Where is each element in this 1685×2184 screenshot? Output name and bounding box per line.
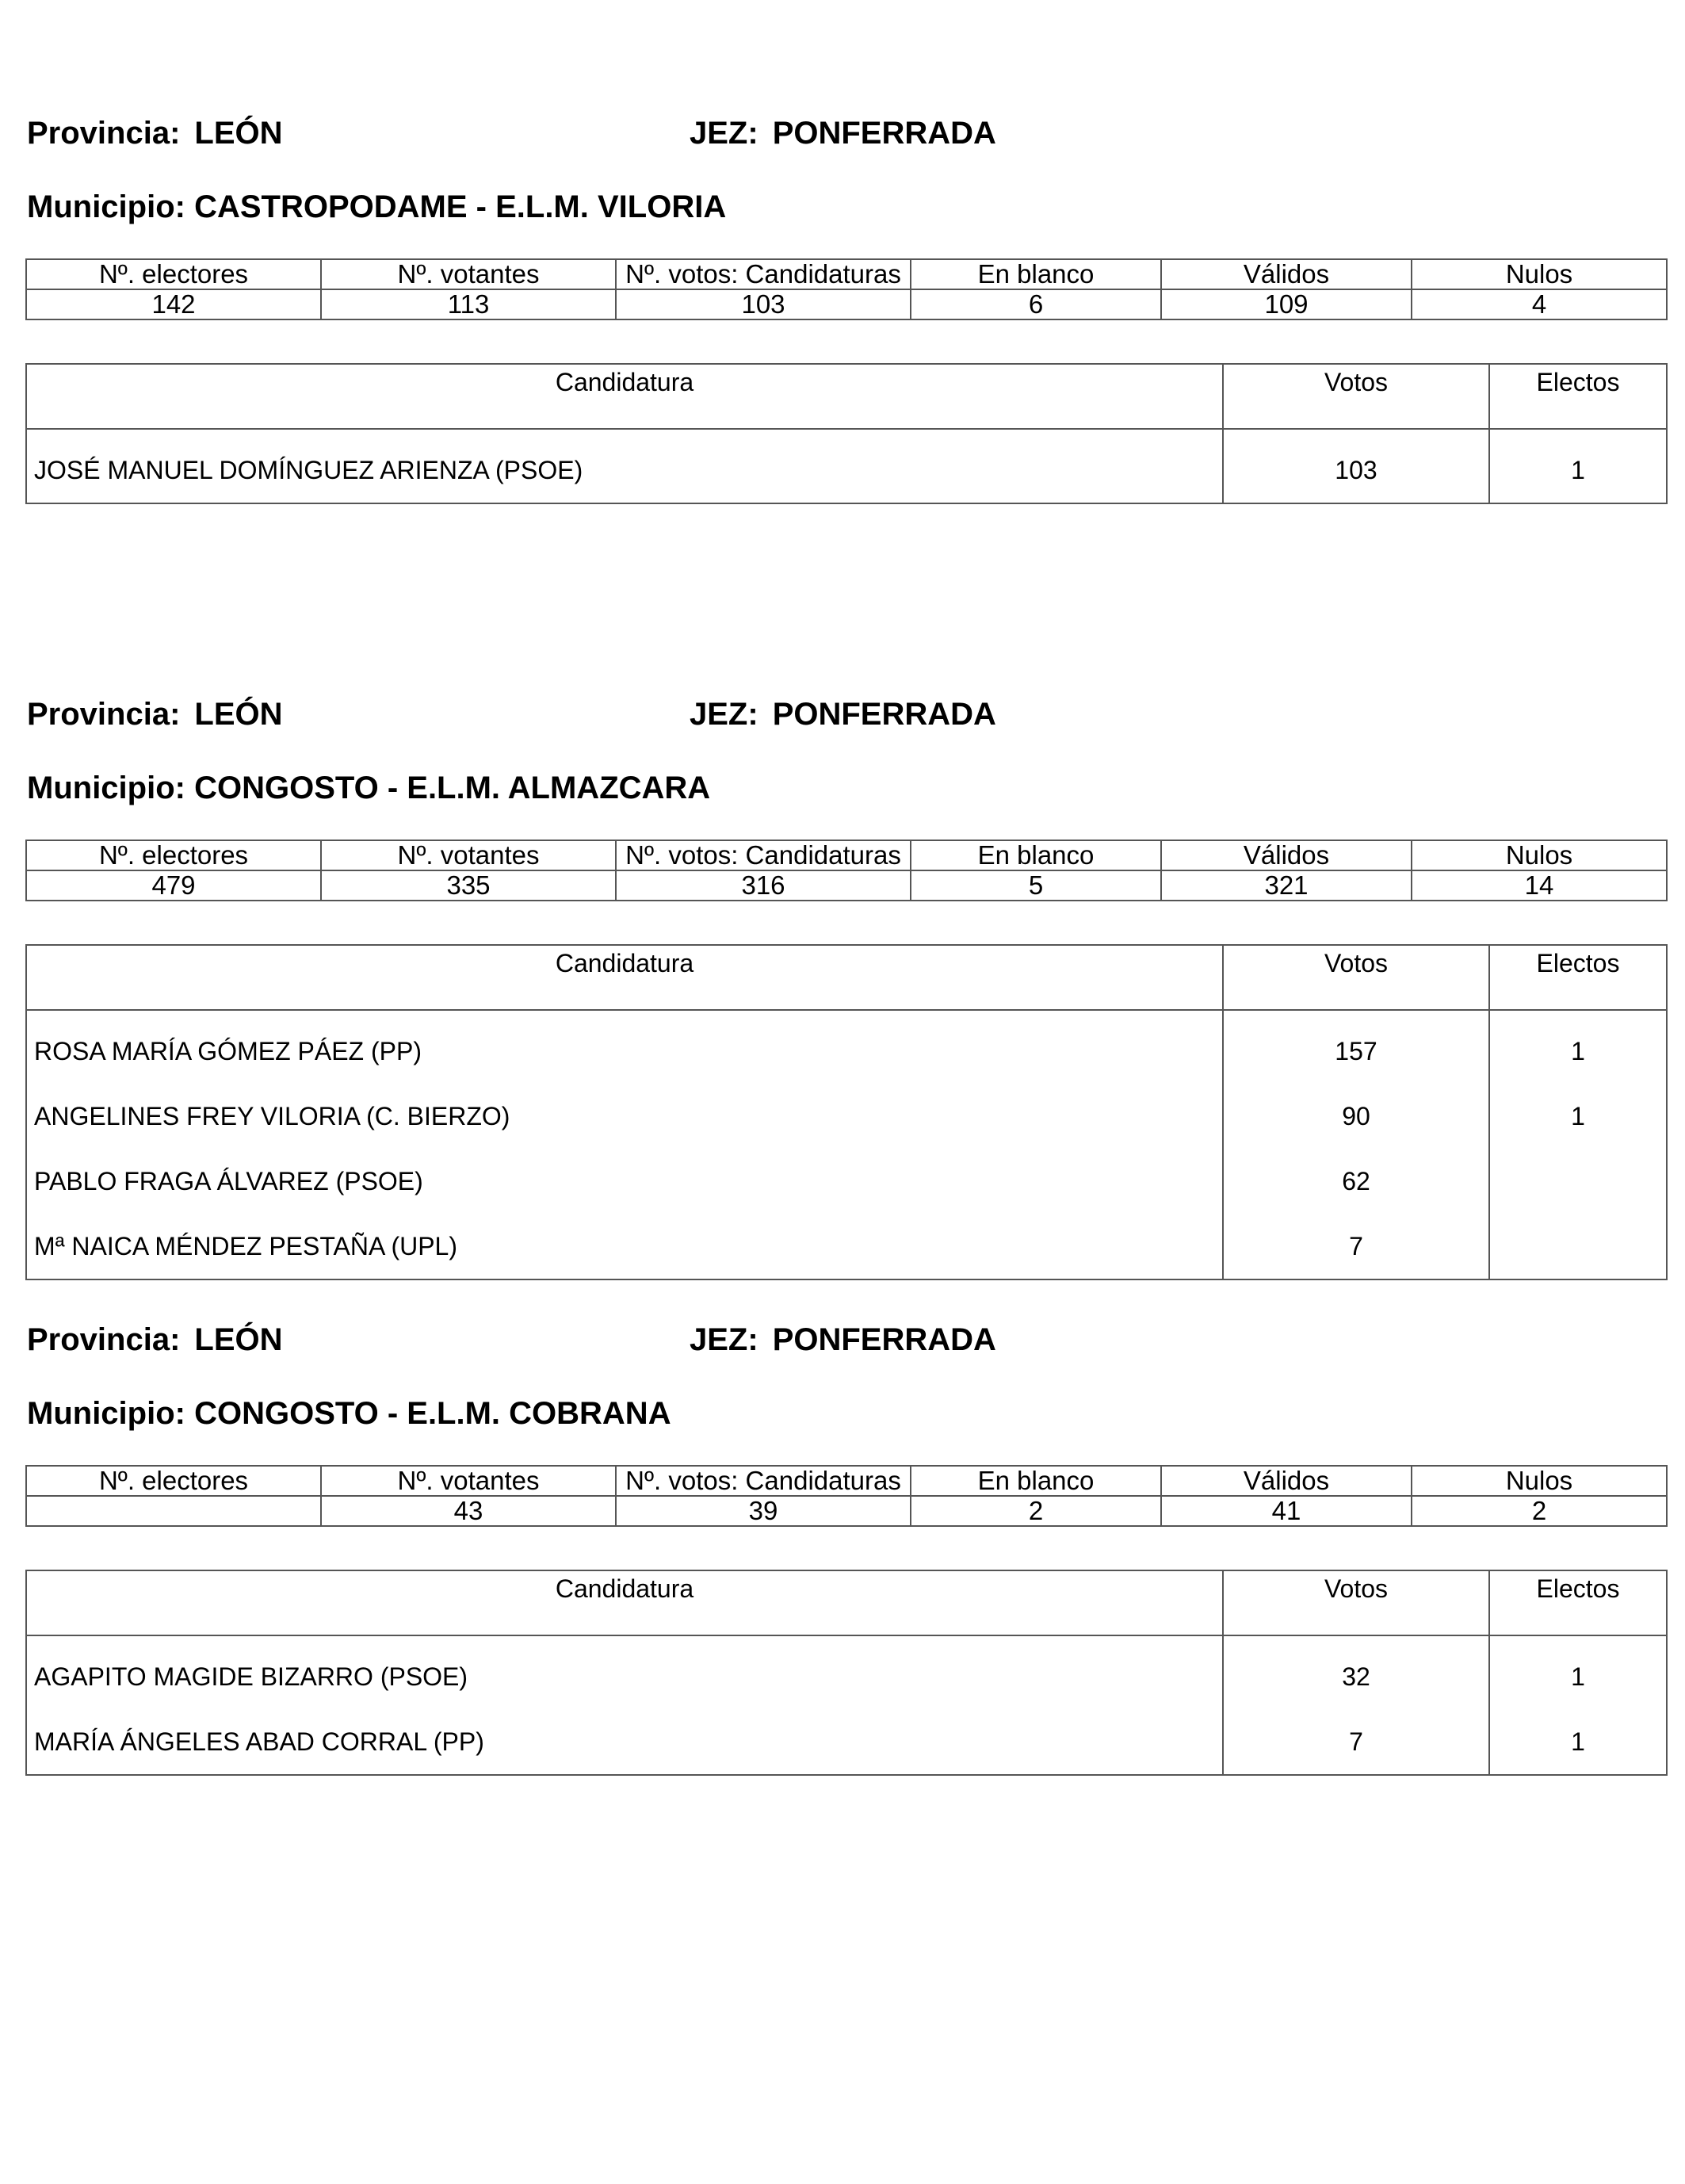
stats-value: 316	[616, 870, 911, 901]
candidate-name: ANGELINES FREY VILORIA (C. BIERZO)	[26, 1084, 1223, 1149]
jez-line	[690, 1318, 996, 1362]
stats-header: Nulos	[1412, 840, 1667, 870]
stats-value: 4	[1412, 289, 1667, 319]
stats-header: Nº. electores	[26, 1466, 321, 1496]
jez-line	[690, 692, 996, 736]
cand-header: Candidatura	[26, 945, 1223, 1010]
stats-header: Nº. electores	[26, 259, 321, 289]
municipio-line	[27, 766, 710, 810]
cand-header: Votos	[1223, 945, 1489, 1010]
cand-header: Votos	[1223, 1570, 1489, 1635]
stats-value	[26, 1496, 321, 1526]
municipio-label: Municipio:	[27, 771, 185, 805]
stats-value: 479	[26, 870, 321, 901]
jez-value: PONFERRADA	[772, 116, 996, 151]
provincia-line	[27, 692, 283, 736]
provincia-value: LEÓN	[194, 697, 283, 732]
candidate-name: JOSÉ MANUEL DOMÍNGUEZ ARIENZA (PSOE)	[26, 429, 1223, 503]
stats-value: 109	[1161, 289, 1412, 319]
candidate-name: Mª NAICA MÉNDEZ PESTAÑA (UPL)	[26, 1214, 1223, 1279]
stats-header: Nº. votos: Candidaturas	[616, 1466, 911, 1496]
stats-table	[25, 258, 1668, 320]
candidate-electos	[1489, 1149, 1667, 1214]
stats-header: Nº. votantes	[321, 1466, 616, 1496]
stats-value: 142	[26, 289, 321, 319]
provincia-value: LEÓN	[194, 1322, 283, 1357]
stats-value: 6	[911, 289, 1161, 319]
candidate-votos: 90	[1223, 1084, 1489, 1149]
candidates-table	[25, 363, 1668, 504]
table-row	[26, 1149, 1667, 1214]
jez-label: JEZ:	[690, 697, 758, 732]
stats-header: Válidos	[1161, 1466, 1412, 1496]
stats-table	[25, 840, 1668, 901]
table-row	[26, 429, 1667, 503]
municipio-line	[27, 185, 726, 229]
cand-header: Candidatura	[26, 364, 1223, 429]
stats-value: 41	[1161, 1496, 1412, 1526]
municipio-value: CASTROPODAME - E.L.M. VILORIA	[194, 189, 727, 224]
stats-header: En blanco	[911, 840, 1161, 870]
candidate-votos: 103	[1223, 429, 1489, 503]
stats-value: 2	[911, 1496, 1161, 1526]
candidate-electos: 1	[1489, 1084, 1667, 1149]
candidate-votos: 157	[1223, 1010, 1489, 1084]
jez-label: JEZ:	[690, 116, 758, 151]
candidate-electos: 1	[1489, 429, 1667, 503]
table-row	[26, 1709, 1667, 1775]
candidate-electos	[1489, 1214, 1667, 1279]
stats-header: Válidos	[1161, 259, 1412, 289]
candidate-electos: 1	[1489, 1709, 1667, 1775]
candidate-electos: 1	[1489, 1010, 1667, 1084]
provincia-line	[27, 111, 283, 155]
stats-header: Nº. votantes	[321, 259, 616, 289]
cand-header: Candidatura	[26, 1570, 1223, 1635]
stats-header: Nº. votos: Candidaturas	[616, 840, 911, 870]
stats-value: 321	[1161, 870, 1412, 901]
provincia-value: LEÓN	[194, 116, 283, 151]
cand-header: Electos	[1489, 945, 1667, 1010]
jez-line	[690, 111, 996, 155]
provincia-label: Provincia:	[27, 116, 181, 151]
provincia-line	[27, 1318, 283, 1362]
stats-header: Válidos	[1161, 840, 1412, 870]
table-row	[26, 1635, 1667, 1709]
jez-value: PONFERRADA	[772, 1322, 996, 1357]
municipio-value: CONGOSTO - E.L.M. COBRANA	[194, 1396, 671, 1431]
jez-label: JEZ:	[690, 1322, 758, 1357]
municipio-line	[27, 1391, 671, 1436]
stats-value: 2	[1412, 1496, 1667, 1526]
table-row	[26, 1084, 1667, 1149]
candidate-votos: 32	[1223, 1635, 1489, 1709]
stats-value: 43	[321, 1496, 616, 1526]
table-row	[26, 1010, 1667, 1084]
municipio-label: Municipio:	[27, 189, 185, 224]
stats-value: 335	[321, 870, 616, 901]
stats-header: Nº. electores	[26, 840, 321, 870]
table-row	[26, 1214, 1667, 1279]
jez-value: PONFERRADA	[772, 697, 996, 732]
stats-value: 39	[616, 1496, 911, 1526]
stats-header: Nulos	[1412, 1466, 1667, 1496]
stats-table	[25, 1465, 1668, 1527]
stats-header: Nulos	[1412, 259, 1667, 289]
stats-header: En blanco	[911, 259, 1161, 289]
candidate-name: PABLO FRAGA ÁLVAREZ (PSOE)	[26, 1149, 1223, 1214]
stats-value: 14	[1412, 870, 1667, 901]
candidate-votos: 7	[1223, 1214, 1489, 1279]
candidate-votos: 7	[1223, 1709, 1489, 1775]
municipio-label: Municipio:	[27, 1396, 185, 1431]
candidate-name: ROSA MARÍA GÓMEZ PÁEZ (PP)	[26, 1010, 1223, 1084]
cand-header: Electos	[1489, 364, 1667, 429]
candidate-name: AGAPITO MAGIDE BIZARRO (PSOE)	[26, 1635, 1223, 1709]
candidate-name: MARÍA ÁNGELES ABAD CORRAL (PP)	[26, 1709, 1223, 1775]
candidates-table	[25, 944, 1668, 1280]
stats-header: Nº. votantes	[321, 840, 616, 870]
stats-value: 103	[616, 289, 911, 319]
stats-value: 113	[321, 289, 616, 319]
stats-header: Nº. votos: Candidaturas	[616, 259, 911, 289]
cand-header: Votos	[1223, 364, 1489, 429]
cand-header: Electos	[1489, 1570, 1667, 1635]
municipio-value: CONGOSTO - E.L.M. ALMAZCARA	[194, 771, 711, 805]
stats-header: En blanco	[911, 1466, 1161, 1496]
stats-value: 5	[911, 870, 1161, 901]
candidate-votos: 62	[1223, 1149, 1489, 1214]
candidates-table	[25, 1570, 1668, 1776]
candidate-electos: 1	[1489, 1635, 1667, 1709]
provincia-label: Provincia:	[27, 1322, 181, 1357]
provincia-label: Provincia:	[27, 697, 181, 732]
